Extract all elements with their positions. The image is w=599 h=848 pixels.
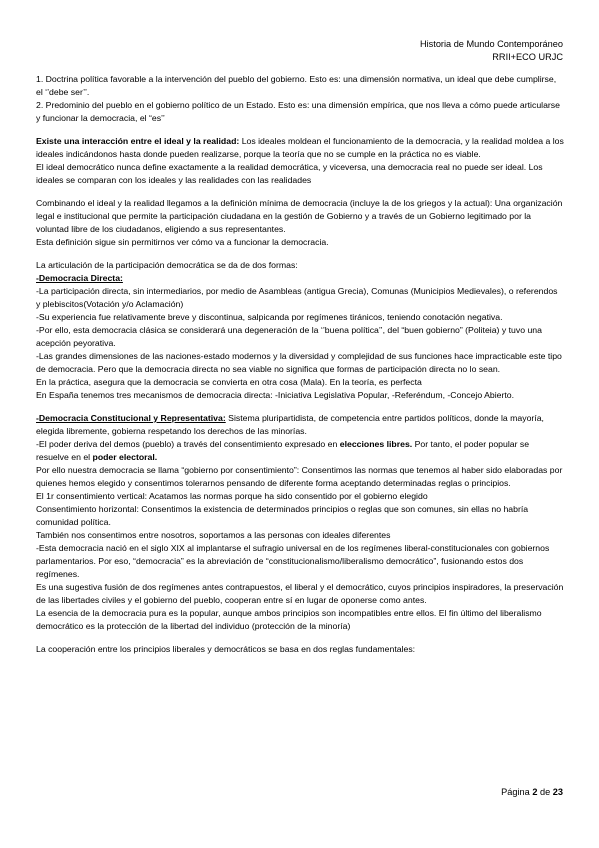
bold-run: poder electoral. <box>92 452 158 462</box>
paragraph-interaction <box>36 135 564 161</box>
const-item-5: También nos consentimos entre nosotros, soportamos a las personas con ideales diferentes <box>36 530 391 540</box>
page-footer <box>501 787 563 797</box>
const-item-4: Consentimiento horizontal: Consentimos la existencia de determinados principios o reglas que son comunes, sin ellas no habría comunidad política. <box>36 504 529 527</box>
footer-total-pages: 23 <box>552 787 563 797</box>
const-item-6: -Esta democracia nació en el siglo XIX al implantarse el sufragio universal en de los regímenes liberal-constitucionales con gobiernos parlamentarios. Por eso, “democracia” es la abreviación de “constitucionalismo/liberalismo democrático”, fusionando estos dos regímenes. <box>36 543 550 579</box>
const-item-2: Por ello nuestra democracia se llama “gobierno por consentimiento”: Consentimos las normas que tenemos al haber sido elaboradas por quienes hemos elegido y consentimos tolerarnos pensando de diferente forma aceptando determinadas reglas o principios. <box>36 465 563 488</box>
heading-constitutional-democracy: -Democracia Constitucional y Representativa: <box>36 413 226 423</box>
direct-item-5: En la práctica, asegura que la democracia se convierta en otra cosa (Mala). En la teoría, es perfecta <box>36 377 422 387</box>
bold-run: elecciones libres. <box>339 439 413 449</box>
direct-item-3: -Por ello, esta democracia clásica se considerará una degeneración de la ‘’buena política’’, del “buen gobierno” (Politeia) y tuvo una acepción peyorativa. <box>36 325 542 348</box>
const-item-7: Es una sugestiva fusión de dos regímenes antes contrapuestos, el liberal y el democrático, cuyos principios inspiradores, la preservación de las libertades civiles y el gobierno del pueblo, cooperan entre sí en lugar de oponerse como antes. <box>36 582 564 605</box>
paragraph-ideal: El ideal democrático nunca define exactamente a la realidad democrática, y viceversa, una democracia real no puede ser ideal. Los ideales se comparan con los ideales y las realidades con las realidades <box>36 162 543 185</box>
paragraph-minimal-definition: Combinando el ideal y la realidad llegamos a la definición mínima de democracia (incluye la de los griegos y la actual): Una organización legal e institucional que permite la participación ciudadana en la gestión de Gobierno y a través de un Gobierno legitimado por la voluntad libre de los ciudadanos, eligiendo a sus representantes. <box>36 198 563 234</box>
bold-lead: Existe una interacción entre el ideal y la realidad: <box>36 136 240 146</box>
paragraph-text: Los ideales moldean el funcionamiento de la democracia, y la realidad moldea a los ideales indicándonos hasta donde pueden realizarse, porque la teoría que no se cumple en la práctica no es viable. <box>36 136 564 159</box>
paragraph-definition-2: 2. Predominio del pueblo en el gobierno político de un Estado. Esto es: una dimensión empírica, que nos lleva a cómo puede articularse y funcionar la democracia, el “es’’ <box>36 100 560 123</box>
heading-direct-democracy: -Democracia Directa: <box>36 273 123 283</box>
direct-item-4: -Las grandes dimensiones de las naciones-estado modernos y la diversidad y complejidad de sus funciones hace impracticable este tipo de democracia. Pero que la democracia directa no sea viable no significa que formas de participación directa no lo sean. <box>36 351 562 374</box>
const-item-9: La cooperación entre los principios liberales y democráticos se basa en dos reglas fundamentales: <box>36 644 416 654</box>
direct-item-2: -Su experiencia fue relativamente breve y discontinua, salpicanda por regímenes tiránicos, teniendo conotación negativa. <box>36 312 503 322</box>
header-course-title: Historia de Mundo Contemporáneo <box>420 39 563 49</box>
page-header <box>420 38 563 64</box>
header-program: RRII+ECO URJC <box>492 52 563 62</box>
direct-item-1: -La participación directa, sin intermediarios, por medio de Asambleas (antigua Grecia), Comunas (Municipios Medievales), o referendos y plebiscitos(Votación y/o Aclamación) <box>36 286 558 309</box>
paragraph-constitutional <box>36 412 564 438</box>
paragraph-note: Esta definición sigue sin permitirnos ver cómo va a funcionar la democracia. <box>36 237 329 247</box>
paragraph-articulation: La articulación de la participación democrática se da de dos formas: <box>36 260 298 270</box>
text-run: -El poder deriva del demos (pueblo) a través del consentimiento expresado en <box>36 439 340 449</box>
footer-current-page: 2 <box>532 787 538 797</box>
direct-item-6: En España tenemos tres mecanismos de democracia directa: -Iniciativa Legislativa Popular, -Referéndum, -Concejo Abierto. <box>36 390 515 400</box>
text-run: Por tanto, el poder popular se resuelve en el <box>36 439 530 462</box>
document-body <box>36 73 564 656</box>
paragraph-definition-1: 1. Doctrina política favorable a la intervención del pueblo del gobierno. Esto es: una dimensión normativa, un ideal que debe cumplirse, el ‘’debe ser’’. <box>36 74 557 97</box>
const-item-3: El 1r consentimiento vertical: Acatamos las normas porque ha sido consentido por el gobierno elegido <box>36 491 428 501</box>
const-item-1 <box>36 438 564 464</box>
footer-prefix: Página <box>501 787 533 797</box>
const-item-8: La esencia de la democracia pura es la popular, aunque ambos principios son incompatibles entre ellos. El fin último del liberalismo democrático es la protección de la libertad del individuo (protección de la minoría) <box>36 608 542 631</box>
footer-middle: de <box>537 787 553 797</box>
paragraph-text: Sistema pluripartidista, de competencia entre partidos políticos, donde la mayoría, elegida libremente, gobierna respetando los derechos de las minorías. <box>36 413 544 436</box>
